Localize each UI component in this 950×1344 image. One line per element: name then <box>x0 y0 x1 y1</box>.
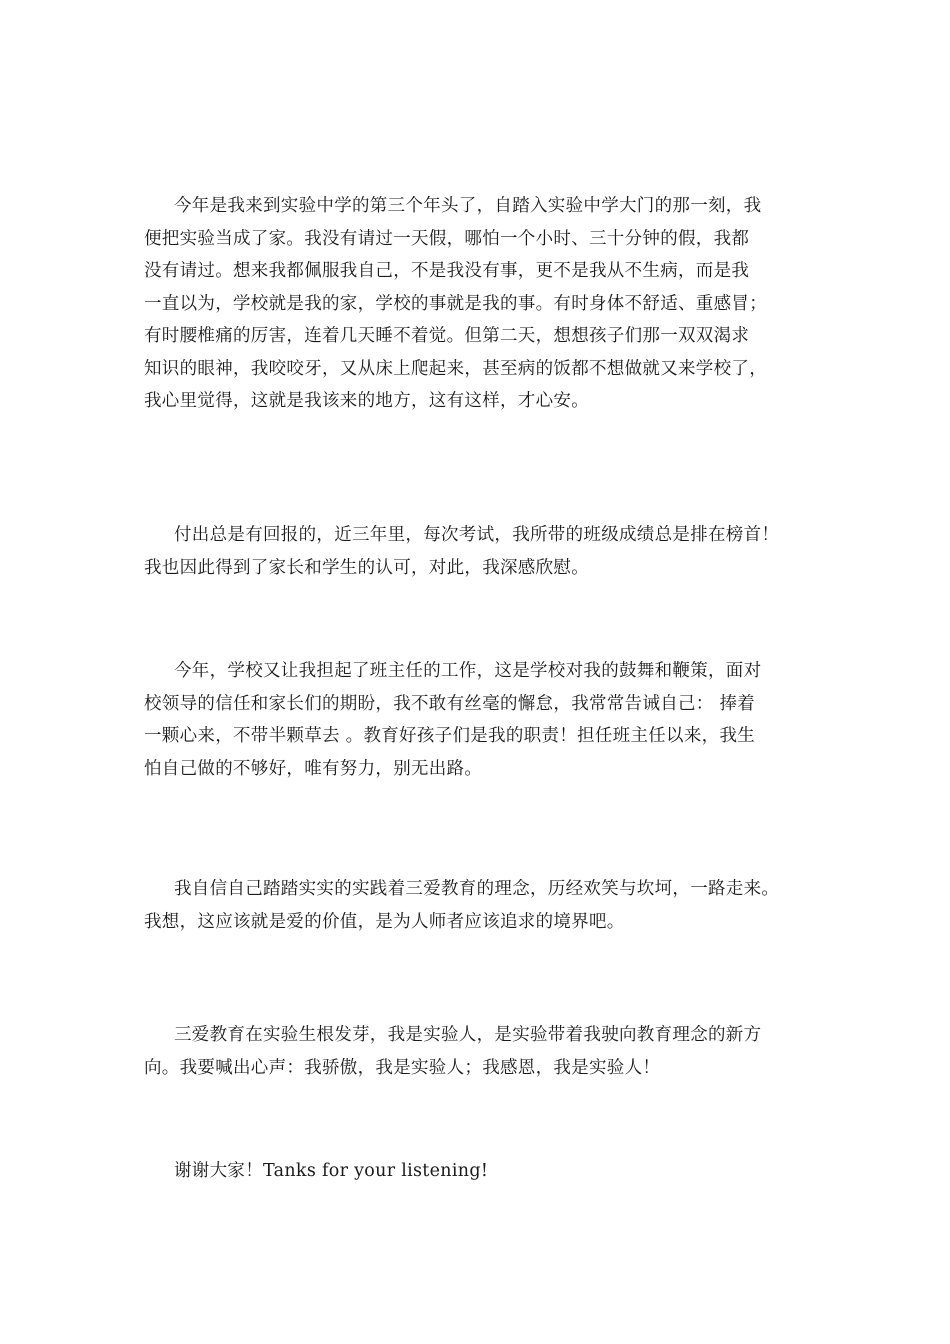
paragraph-line: 没有请过。想来我都佩服我自己，不是我没有事，更不是我从不生病，而是我 <box>144 261 750 281</box>
paragraph-line: 向。我要喊出心声：我骄傲，我是实验人；我感恩，我是实验人！ <box>144 1057 661 1078</box>
paragraph-line: 校领导的信任和家长们的期盼，我不敢有丝毫的懈怠，我常常告诫自己： 捧着 <box>144 693 756 714</box>
paragraph-5 <box>144 1019 816 1084</box>
paragraph-line: 便把实验当成了家。我没有请过一天假，哪怕一个小时、三十分钟的假，我都 <box>144 228 750 249</box>
paragraph-line: 一颗心来，不带半颗草去 。教育好孩子们是我的职责！担任班主任以来，我生 <box>144 726 756 746</box>
paragraph-line: 我心里觉得，这就是我该来的地方，这有这样，才心安。 <box>144 391 589 411</box>
paragraph-line: 知识的眼神，我咬咬牙，又从床上爬起来，甚至病的饭都不想做就又来学校了， <box>144 358 767 379</box>
paragraph-line: 谢谢大家！Tanks for your listening! <box>174 1161 489 1181</box>
paragraph-line: 付出总是有回报的，近三年里，每次考试，我所带的班级成绩总是排在榜首！ <box>174 525 780 545</box>
paragraph-line: 我也因此得到了家长和学生的认可，对此，我深感欣慰。 <box>144 557 589 578</box>
paragraph-3 <box>144 655 816 785</box>
paragraph-line: 今年，学校又让我担起了班主任的工作，这是学校对我的鼓舞和鞭策，面对 <box>174 661 762 681</box>
paragraph-1 <box>144 190 816 418</box>
paragraph-2 <box>144 519 816 584</box>
paragraph-4 <box>144 873 816 938</box>
paragraph-line: 我想，这应该就是爱的价值，是为人师者应该追求的境界吧。 <box>144 911 625 932</box>
paragraph-6 <box>144 1155 816 1188</box>
paragraph-line: 今年是我来到实验中学的第三个年头了，自踏入实验中学大门的那一刻，我 <box>174 196 762 216</box>
paragraph-line: 怕自己做的不够好，唯有努力，别无出路。 <box>144 758 483 779</box>
paragraph-line: 一直以为，学校就是我的家，学校的事就是我的事。有时身体不舒适、重感冒； <box>144 293 767 314</box>
paragraph-line: 有时腰椎痛的厉害，连着几天睡不着觉。但第二天，想想孩子们那一双双渴求 <box>144 326 750 346</box>
paragraph-line: 三爱教育在实验生根发芽，我是实验人，是实验带着我驶向教育理念的新方 <box>174 1025 762 1045</box>
paragraph-line: 我自信自己踏踏实实的实践着三爱教育的理念，历经欢笑与坎坷，一路走来。 <box>174 879 780 899</box>
